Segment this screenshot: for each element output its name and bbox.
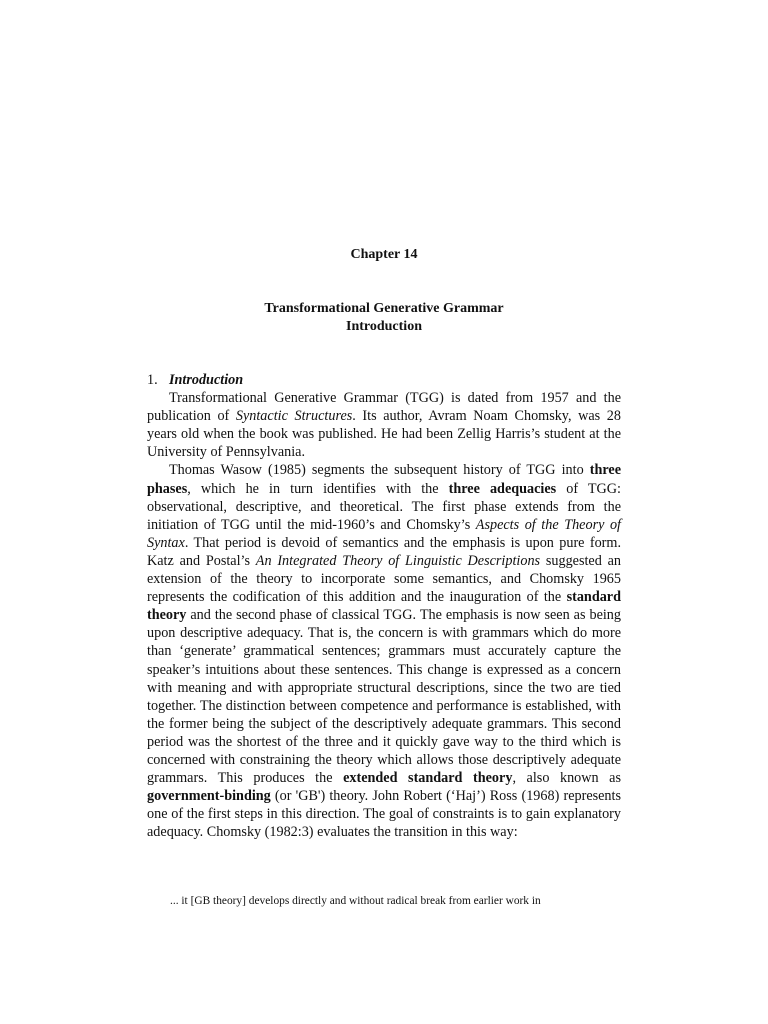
title-line-2: Introduction xyxy=(346,319,422,334)
term-extended-standard-theory: extended standard theory xyxy=(343,770,513,787)
section-heading xyxy=(147,371,621,389)
term-three-adequacies: three adequacies xyxy=(448,480,557,497)
term-three-phases: three phases xyxy=(147,462,621,497)
paragraph-2-text: . That period is devoid of semantics and the emphasis is upon pure form. Katz and Postal’s xyxy=(147,534,621,569)
title-line-1: Transformational Generative Grammar xyxy=(264,301,504,316)
section-heading-label: Introduction xyxy=(169,372,244,388)
paragraph-2-text: suggested an extension of the theory to incorporate some semantics, and Chomsky 1965 represents the codification of this addition and the inauguration of the xyxy=(147,552,621,606)
paragraph-1-text: Transformational Generative Grammar (TGG) is dated from 1957 and the publication of xyxy=(147,390,621,425)
paragraph-2-text: and the second phase of classical TGG. The emphasis is now seen as being upon descriptive adequacy. That is, the concern is with grammars which do more than ‘generate’ grammatical sentences; grammars must accurately capture the speaker’s intuitions about these sentences. This change is expressed as a concern with meaning and with appropriate structural descriptions, since the two are tied together. The distinction between competence and performance is established, with the former being the subject of the descriptively adequate grammars. This second period was the shortest of the three and it quickly gave way to the third which is concerned with constraining the theory which allows those descriptively adequate grammars. This produces the xyxy=(147,607,621,787)
block-quote: ... it [GB theory] develops directly and without radical break from earlier work in xyxy=(170,895,541,907)
paragraph-2 xyxy=(147,461,621,841)
chapter-title xyxy=(0,300,768,336)
paragraph-2-text: Thomas Wasow (1985) segments the subsequent history of TGG into xyxy=(169,462,590,479)
paragraph-2-text: (or 'GB') theory. John Robert (‘Haj’) Ross (1968) represents one of the first steps in this direction. The goal of constraints is to gain explanatory adequacy. Chomsky (1982:3) evaluates the transition in this way: xyxy=(147,788,621,841)
chapter-heading: Chapter 14 xyxy=(350,247,418,262)
body-text xyxy=(147,371,621,841)
paragraph-2-text: , which he in turn identifies with the xyxy=(187,480,449,497)
term-government-binding: government-binding xyxy=(147,788,271,805)
section-number: 1. xyxy=(147,372,158,388)
paragraph-2-text: , also known as xyxy=(512,770,622,787)
book-title-syntactic-structures: Syntactic Structures xyxy=(235,408,353,425)
paragraph-1-text: . Its author, Avram Noam Chomsky, was 28 years old when the book was published. He had been Zellig Harris’s student at the University of Pennsylvania. xyxy=(147,408,621,461)
book-title-aspects: Aspects of the Theory of Syntax xyxy=(147,516,621,551)
term-standard-theory: standard theory xyxy=(147,589,621,624)
paragraph-1 xyxy=(147,389,621,461)
book-title-integrated-theory: An Integrated Theory of Linguistic Descriptions xyxy=(255,552,541,569)
paragraph-2-text: of TGG: observational, descriptive, and theoretical. The first phase extends from the initiation of TGG until the mid-1960’s and Chomsky’s xyxy=(147,480,621,533)
